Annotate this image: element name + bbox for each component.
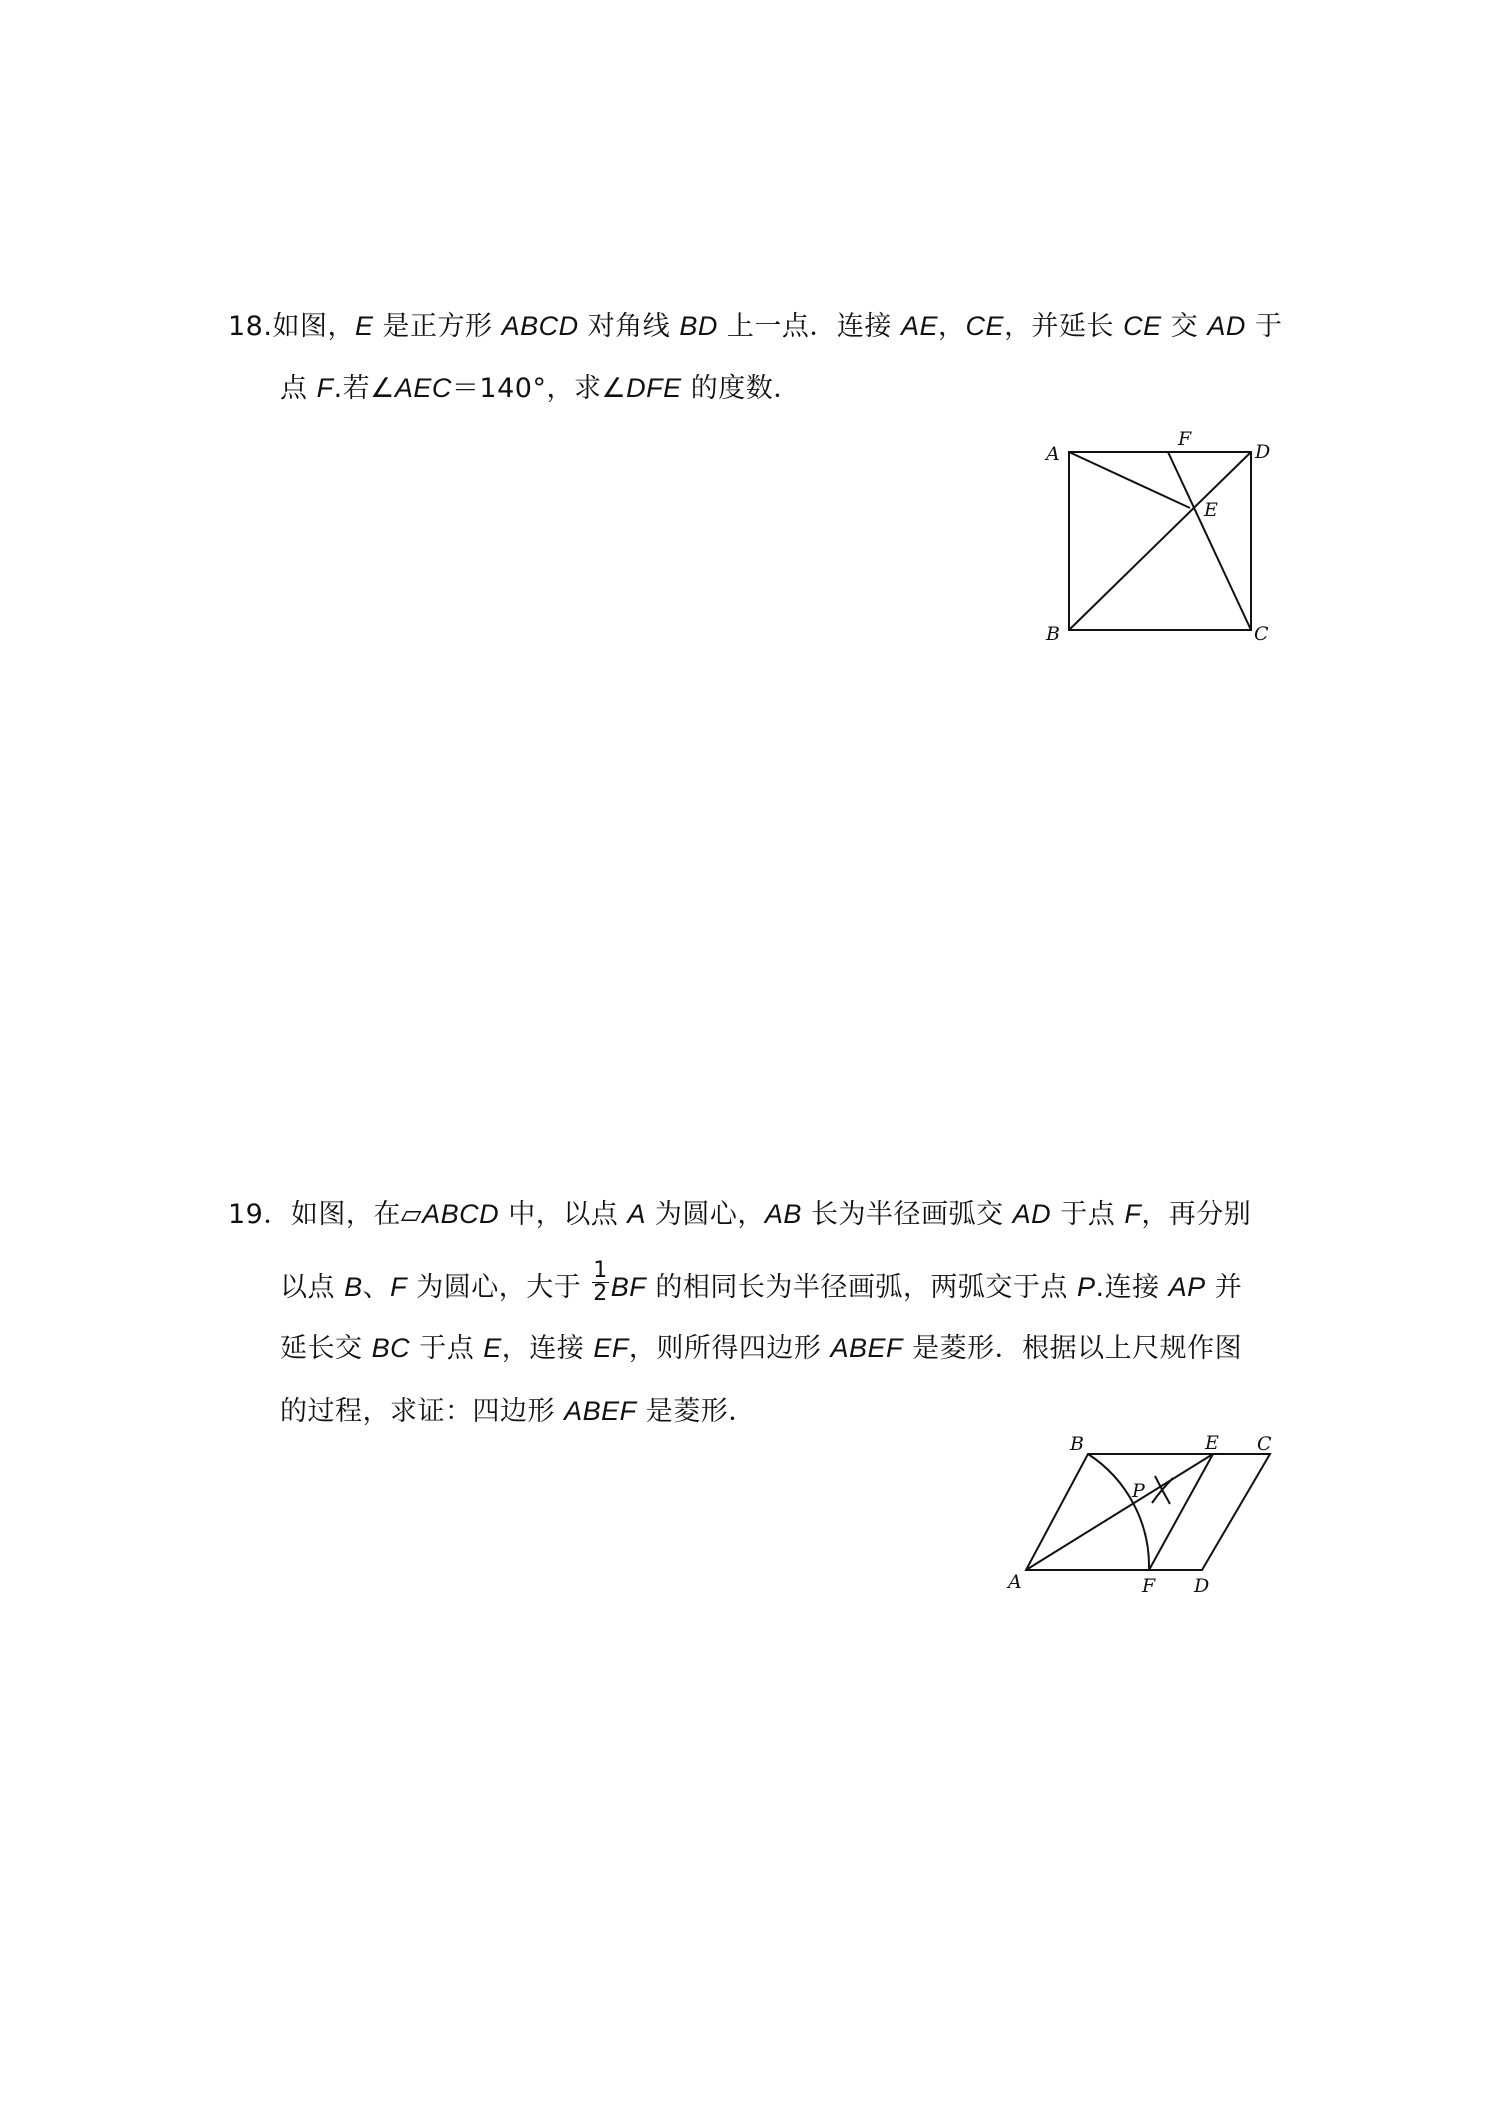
text-run: 延长交 [280,1333,372,1364]
diagonal-bd [1069,452,1251,630]
label-p: P [1132,1480,1145,1502]
text-run: ， [938,311,966,342]
q19-line2-post [611,1272,1243,1303]
math-variable: P [1076,1272,1096,1302]
math-variable: BF [610,1272,647,1302]
label-d: D [1194,1575,1210,1597]
math-variable: ABEF [564,1396,637,1426]
math-variable: AB [764,1199,802,1229]
math-variable: ABCD [501,311,579,341]
q19-line-1 [228,1196,1251,1233]
math-variable: B [344,1272,363,1302]
math-variable: CE [965,311,1005,341]
math-variable: F [1124,1199,1142,1229]
label-f: F [1142,1575,1156,1597]
text-run: 、 [362,1272,391,1303]
q19-line4-text [280,1396,756,1427]
fraction-denominator: 2 [593,1281,608,1306]
math-variable: E [483,1333,502,1363]
math-variable: AE [901,311,939,341]
q18-square-figure [1040,420,1280,650]
text-run: 长为半径画弧交 [801,1199,1013,1230]
text-run: ，连接 [501,1333,594,1364]
label-d: D [1255,441,1271,463]
math-variable: A [627,1199,646,1229]
q19-line-2 [280,1258,1243,1311]
math-variable: ABEF [830,1333,904,1363]
q19-line2-pre [280,1272,590,1303]
math-variable: AD [1207,311,1246,341]
math-variable: EF [593,1333,629,1363]
label-c: C [1254,623,1269,645]
text-run: 中，以点 [499,1199,628,1230]
label-a: A [1046,443,1060,465]
q19-line-4 [280,1393,756,1430]
label-a: A [1008,1571,1022,1593]
text-run: 于点 [1051,1199,1125,1230]
q19-line1-text [291,1199,1251,1230]
fraction-one-half [592,1260,609,1305]
math-variable: AD [1012,1199,1052,1229]
math-variable: BD [679,311,718,341]
text-run: 是菱形． [636,1396,756,1427]
math-variable: CE [1123,311,1162,341]
q18-line1-text [272,311,1282,342]
label-e: E [1204,499,1218,521]
q19-line3-text [280,1333,1242,1364]
text-run: ＝140°，求∠ [451,373,627,404]
q18-number: 18. [228,311,273,342]
text-run: ，再分别 [1141,1199,1252,1230]
segment-ef [1149,1454,1213,1570]
text-run: 上一点．连接 [717,311,902,342]
text-run: 是菱形．根据以上尺规作图 [903,1333,1243,1364]
text-run: 如图， [272,311,355,342]
text-run: .若∠ [333,373,395,404]
text-run: 交 [1161,311,1208,342]
label-b: B [1070,1433,1084,1455]
math-variable: AEC [394,373,452,403]
q19-number: 19． [228,1199,291,1230]
math-variable: BC [371,1333,411,1363]
q19-line-3 [280,1330,1242,1367]
label-c: C [1257,1433,1272,1455]
text-run: 的相同长为半径画弧，两弧交于点 [646,1272,1077,1303]
label-b: B [1046,623,1060,645]
segment-ae [1026,1454,1213,1570]
segment-cf [1168,452,1251,630]
label-e: E [1205,1432,1219,1454]
label-f: F [1178,428,1192,450]
math-variable: F [316,373,334,403]
q19-parallelogram-figure [1000,1430,1290,1600]
text-run: 的过程，求证：四边形 [280,1396,565,1427]
text-run: .连接 [1095,1272,1169,1303]
math-variable: F [390,1272,408,1302]
q18-line2-text [280,373,801,404]
text-run: 对角线 [578,311,680,342]
text-run: 为圆心， [645,1199,765,1230]
math-variable: DFE [626,373,682,403]
text-run: 是正方形 [373,311,502,342]
math-variable: ABCD [422,1199,500,1229]
text-run: ，并延长 [1004,311,1124,342]
math-variable: AP [1168,1272,1206,1302]
text-run: 如图，在▱ [290,1199,423,1230]
fraction-numerator: 1 [593,1258,608,1283]
q18-line-1 [228,308,1282,345]
text-run: 为圆心，大于 [407,1272,591,1303]
text-run: 的度数． [681,373,801,404]
math-variable: E [354,311,374,341]
text-run: 并 [1205,1272,1243,1303]
text-run: 点 [280,373,317,404]
text-run: 于 [1245,311,1283,342]
text-run: 以点 [280,1272,345,1303]
text-run: ，则所得四边形 [628,1333,831,1364]
q18-line-2 [280,370,801,407]
text-run: 于点 [410,1333,484,1364]
